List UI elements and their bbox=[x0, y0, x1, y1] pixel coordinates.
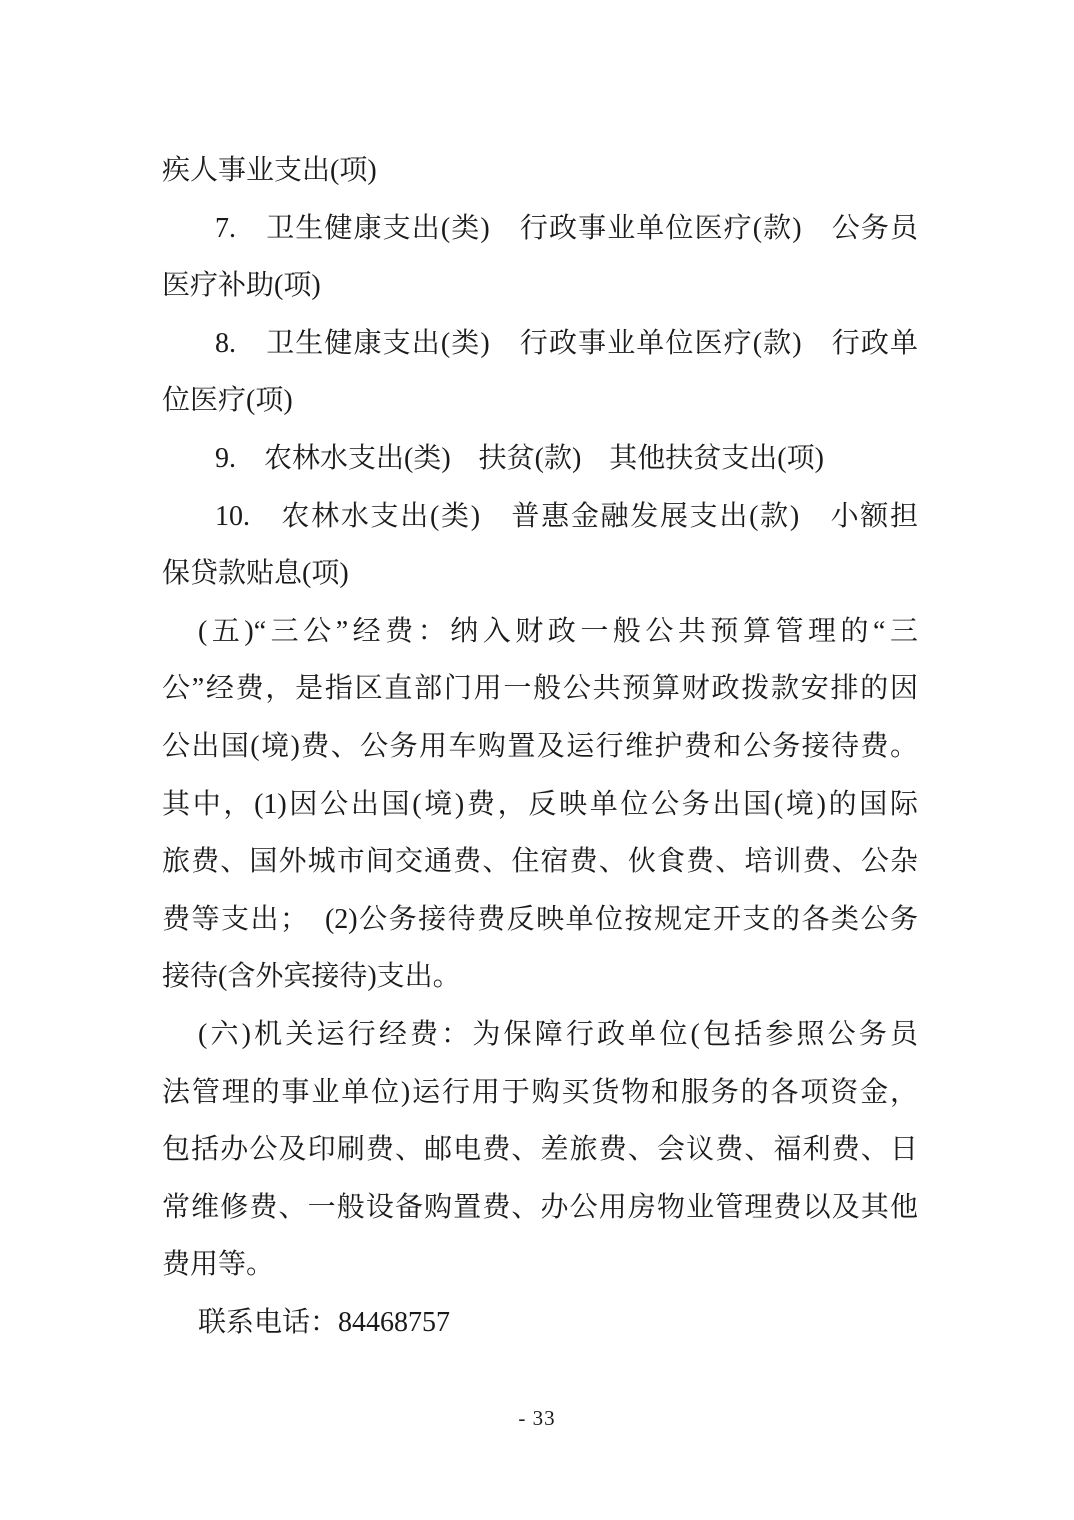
text-line: 接待(含外宾接待)支出。 bbox=[162, 961, 461, 993]
text-line: 其中，(1)因公出国(境)费，反映单位公务出国(境)的国际 bbox=[162, 788, 918, 820]
text-line: 10. 农林水支出(类) 普惠金融发展支出(款) 小额担 bbox=[215, 500, 918, 532]
document-body bbox=[162, 142, 918, 1351]
text-line: 9. 农林水支出(类) 扶贫(款) 其他扶贫支出(项) bbox=[215, 442, 824, 474]
page-number: - 33 bbox=[518, 1406, 556, 1430]
text-line: 费用等。 bbox=[162, 1249, 275, 1281]
text-line: 7. 卫生健康支出(类) 行政事业单位医疗(款) 公务员 bbox=[215, 212, 918, 244]
text-line: 公出国(境)费、公务用车购置及运行维护费和公务接待费。 bbox=[162, 730, 918, 762]
text-line: 8. 卫生健康支出(类) 行政事业单位医疗(款) 行政单 bbox=[215, 327, 918, 359]
text-line: 位医疗(项) bbox=[162, 385, 293, 417]
text-line: 医疗补助(项) bbox=[162, 270, 321, 302]
text-line: 保贷款贴息(项) bbox=[162, 558, 349, 590]
text-line: (六)机关运行经费：为保障行政单位(包括参照公务员 bbox=[198, 1018, 918, 1050]
text-line: 包括办公及印刷费、邮电费、差旅费、会议费、福利费、日 bbox=[162, 1134, 918, 1166]
text-line: 常维修费、一般设备购置费、办公用房物业管理费以及其他 bbox=[162, 1191, 918, 1223]
text-line: 疾人事业支出(项) bbox=[162, 155, 377, 186]
text-line: (五)“三公”经费：纳入财政一般公共预算管理的“三 bbox=[198, 615, 918, 647]
text-line: 法管理的事业单位)运行用于购买货物和服务的各项资金， bbox=[162, 1076, 918, 1108]
text-line: 公”经费，是指区直部门用一般公共预算财政拨款安排的因 bbox=[162, 673, 918, 705]
text-line: 联系电话：84468757 bbox=[198, 1306, 451, 1338]
text-line: 费等支出； (2)公务接待费反映单位按规定开支的各类公务 bbox=[162, 903, 918, 935]
text-line: 旅费、国外城市间交通费、住宿费、伙食费、培训费、公杂 bbox=[162, 846, 918, 878]
